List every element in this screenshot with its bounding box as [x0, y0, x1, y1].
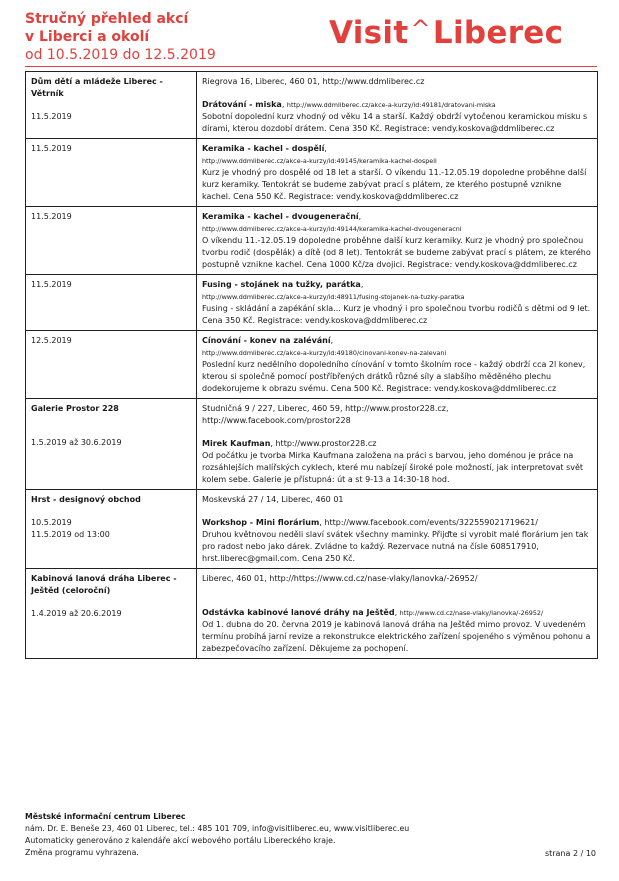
event-description: Sobotní dopolední kurz vhodný od věku 14 a starší. Každý obdrží vytočenou keramickou misku s dírami, kterou dozdobí drátem. Cena 350 Kč. Registrace: vendy.koskova@ddmliberec.cz	[202, 112, 588, 133]
event-link[interactable]: http://www.ddmliberec.cz/akce-a-kurzy/id:49180/cinovani-konev-na-zalevani	[202, 349, 447, 357]
event-link[interactable]: http://www.facebook.com/events/322559021719621/	[324, 518, 538, 527]
event-title: Workshop - Mini florárium	[202, 518, 320, 527]
event-date: 1.5.2019 až 30.6.2019	[31, 438, 122, 447]
separator: ,	[281, 100, 287, 109]
event-heading	[202, 438, 592, 450]
footer-org: Městské informační centrum Liberec	[25, 812, 186, 821]
table-row	[26, 399, 598, 490]
event-title: Keramika - kachel - dvougenerační	[202, 212, 359, 221]
event-description: Druhou květnovou neděli slaví svátek všechny maminky. Přijďte si vyrobit malé florárium jen tak pro radost nebo jako dárek. Zvládne to každý. Rezervace nutná na čísle 608517910, hrst.liberec@gmail.com. Cena 250 Kč.	[202, 530, 589, 563]
event-date: 11.5.2019	[31, 280, 72, 289]
separator: ,	[394, 608, 400, 617]
event-heading	[202, 607, 592, 619]
event-title: Odstávka kabinové lanové dráhy na Ještěd	[202, 608, 395, 617]
event-title: Keramika - kachel - dospělí	[202, 144, 325, 153]
event-description: Od 1. dubna do 20. června 2019 je kabinová lanová dráha na Ještěd mimo provoz. V uvedeném termínu probíhá jarní revize a rekonstrukce elektrického zařízení spojeného s výměnou pohonu a zabezpečovacího zařízení. Děkujeme za pochopení.	[202, 620, 591, 653]
event-link[interactable]: http://www.ddmliberec.cz/akce-a-kurzy/id:49181/dratovani-miska	[286, 101, 496, 109]
report-title	[25, 10, 216, 64]
separator: ,	[324, 144, 327, 153]
venue-address: Liberec, 460 01, http://https://www.cd.cz/nase-vlaky/lanovka/-26952/	[202, 574, 478, 583]
event-date: 12.5.2019	[31, 336, 72, 345]
event-title: Drátování - miska	[202, 100, 282, 109]
event-description: Poslední kurz nedělního dopoledního cínování v tomto školním roce - každý obdrží cca 2l konev, kterou si společně pomocí postříbřených drátků různé síly a slabšího měděného plechu dodekorujeme k obrazu svému. Cena 500 Kč. Registrace: vendy.koskova@ddmliberec.cz	[202, 360, 586, 393]
event-heading	[202, 143, 592, 155]
separator: ,	[319, 518, 325, 527]
table-row	[26, 569, 598, 659]
page-footer	[25, 811, 409, 859]
event-link[interactable]: http://www.cd.cz/nase-vlaky/lanovka/-26952/	[399, 609, 544, 617]
event-description: Fusing - skládání a zapékání skla... Kurz je vhodný i pro společnou tvorbu rodičů s dětmi od 9 let. Cena 350 Kč. Registrace: vendy.koskova@ddmliberec.cz	[202, 304, 591, 325]
footer-note-generated: Automaticky generováno z kalendáře akcí webového portálu Libereckého kraje.	[25, 836, 336, 845]
visit-liberec-logo	[329, 11, 563, 51]
event-title: Cínování - konev na zalévání	[202, 336, 331, 345]
footer-note-changes: Změna programu vyhrazena.	[25, 848, 139, 857]
venue-address: Studničná 9 / 227, Liberec, 460 59, http://www.prostor228.cz, http://www.facebook.com/prostor228	[202, 404, 449, 425]
separator: ,	[360, 280, 364, 289]
venue-address: Riegrova 16, Liberec, 460 01, http://www.ddmliberec.cz	[202, 77, 425, 86]
logo-caret-icon: ^	[410, 15, 431, 43]
event-link[interactable]: http://www.prostor228.cz	[275, 439, 377, 448]
event-heading	[202, 99, 592, 111]
table-row	[26, 139, 598, 207]
venue-name: Dům dětí a mládeže Liberec - Větrník	[31, 77, 163, 98]
event-link[interactable]: http://www.ddmliberec.cz/akce-a-kurzy/id:49144/keramika-kachel-dvougeneracni	[202, 225, 462, 233]
event-date: 11.5.2019	[31, 112, 72, 121]
table-row	[26, 275, 598, 331]
event-date: 11.5.2019	[31, 212, 72, 221]
table-row	[26, 490, 598, 569]
event-link[interactable]: http://www.ddmliberec.cz/akce-a-kurzy/id:49145/keramika-kachel-dospeli	[202, 157, 437, 165]
separator: ,	[270, 439, 276, 448]
event-link[interactable]: http://www.ddmliberec.cz/akce-a-kurzy/id:48911/fusing-stojanek-na-tuzky-paratka	[202, 293, 465, 301]
venue-name: Kabinová lanová dráha Liberec - Ještěd (celoroční)	[31, 574, 177, 595]
event-description: Od počátku je tvorba Mirka Kaufmana založena na práci s barvou, jeho doménou je práce na rozsáhlejších malířských cyklech, které mu nabízejí široké pole možností, jak interpretovat svět kolem sebe. Galerie je přístupná: út a st 9-13 a 14:30-18 hod.	[202, 451, 584, 484]
venue-name: Galerie Prostor 228	[31, 404, 119, 413]
logo-text-left: Visit	[329, 15, 409, 51]
title-line-2: v Liberci a okolí	[25, 29, 150, 45]
event-date: 1.4.2019 až 20.6.2019	[31, 609, 122, 618]
venue-address: Moskevská 27 / 14, Liberec, 460 01	[202, 495, 344, 504]
table-row	[26, 331, 598, 399]
date-range: od 10.5.2019 do 12.5.2019	[25, 47, 216, 63]
event-heading	[202, 335, 592, 347]
event-description: O víkendu 11.-12.05.19 dopoledne proběhne další kurz keramiky. Kurz je vhodný pro společnou tvorbu rodič (dospělák) a dítě (od 8 let). Tentokrát se budeme zabývat prací s plátem, ze kterého postupně vznikne kachel. Cena 1000 Kč/za dvojici. Registrace: vendy.koskova@ddmliberec.cz	[202, 236, 591, 269]
event-heading	[202, 517, 592, 529]
event-title: Mirek Kaufman	[202, 439, 271, 448]
event-title: Fusing - stojánek na tužky, parátka	[202, 280, 361, 289]
separator: ,	[358, 212, 362, 221]
header-divider	[25, 66, 597, 67]
event-date: 10.5.2019	[31, 518, 72, 527]
footer-address: nám. Dr. E. Beneše 23, 460 01 Liberec, tel.: 485 101 709, info@visitliberec.eu, www.visitliberec.eu	[25, 824, 410, 833]
table-row	[26, 207, 598, 275]
separator: ,	[330, 336, 334, 345]
title-line-1: Stručný přehled akcí	[25, 11, 189, 27]
logo-text-right: Liberec	[432, 15, 564, 51]
page-number: strana 2 / 10	[544, 849, 596, 858]
event-description: Kurz je vhodný pro dospělé od 18 let a starší. O víkendu 11.-12.05.19 dopoledne proběhne další kurz keramiky. Tentokrát se budeme zabývat prací s plátem, ze kterého postupně vznikne kachel. Cena 550 Kč. Registrace: vendy.koskova@ddmliberec.cz	[202, 168, 587, 201]
event-heading	[202, 211, 592, 223]
venue-name: Hrst - designový obchod	[31, 495, 141, 504]
event-date-2: 11.5.2019 od 13:00	[31, 530, 110, 539]
events-table	[25, 71, 598, 659]
table-row	[26, 72, 598, 139]
event-heading	[202, 279, 592, 291]
event-date: 11.5.2019	[31, 144, 72, 153]
